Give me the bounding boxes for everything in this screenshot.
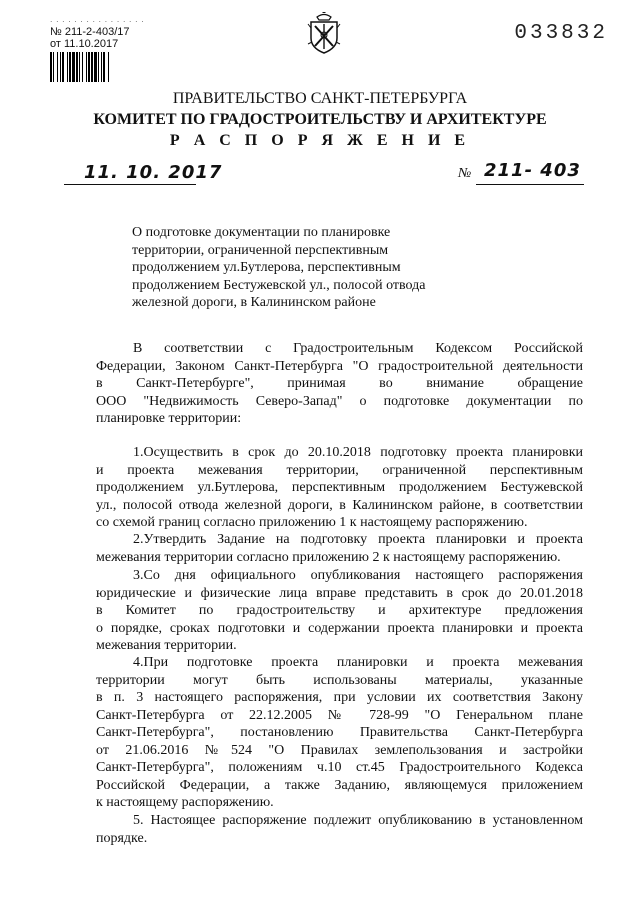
registration-number: № 211-2-403/17 — [50, 26, 130, 38]
committee-title: КОМИТЕТ ПО ГРАДОСТРОИТЕЛЬСТВУ И АРХИТЕКТУРЕ — [93, 111, 547, 128]
document-type: Р А С П О Р Я Ж Е Н И Е — [169, 132, 471, 149]
item-5-paragraph — [96, 812, 583, 847]
text-line: межевания территории. — [96, 638, 237, 653]
subject-line: продолжением ул.Бутлерова, перспективным — [132, 260, 401, 276]
text-line: в Комитет по градостроительству и архитектуре предложения — [96, 603, 583, 618]
item-2-paragraph — [96, 531, 583, 566]
registration-date: от 11.10.2017 — [50, 38, 119, 50]
text-line: В соответствии с Градостроительным Кодексом Российской — [133, 341, 583, 356]
text-line: 1.Осуществить в срок до 20.10.2018 подготовку проекта планировки — [133, 445, 583, 460]
number-sign: № — [458, 166, 472, 181]
text-line: в п. 3 настоящего распоряжения, при условии их соответствия Закону — [96, 690, 583, 705]
barcode — [50, 52, 146, 82]
text-line: юридические и физические лица вправе представить в срок до 20.01.2018 — [96, 585, 583, 601]
text-line: планировке территории: — [96, 411, 242, 426]
text-line: о порядке, сроках подготовки и содержании проекта планировки и проекта — [96, 620, 583, 636]
item-1-paragraph — [96, 444, 583, 532]
text-line: со схемой границ согласно приложению 1 к настоящему распоряжению. — [96, 515, 528, 530]
text-line: ул., полосой отвода железной дороги, в Калининском районе, в соответствии — [96, 497, 583, 513]
text-line: 2.Утвердить Задание на подготовку проекта планировки и проекта — [133, 532, 583, 547]
subject-line: О подготовке документации по планировке — [132, 225, 391, 240]
date-underline — [64, 184, 196, 185]
text-line: территории могут быть использованы материалы, указанные — [96, 672, 583, 688]
text-line: ООО "Недвижимость Северо-Запад" о подготовке документации по — [96, 393, 583, 409]
stamp-dots: · · · · · · · · · · · · · · · · — [50, 18, 145, 26]
government-title: ПРАВИТЕЛЬСТВО САНКТ-ПЕТЕРБУРГА — [172, 90, 468, 107]
subject-line: продолжением Бестужевской ул., полосой отвода — [132, 277, 426, 293]
order-number: 211- 403 — [484, 160, 581, 181]
text-line: Федерации, Законом Санкт-Петербурга "О градостроительной деятельности — [96, 358, 583, 374]
item-3-paragraph — [96, 567, 583, 655]
text-line: и проекта межевания территории, ограниченной перспективным — [96, 462, 583, 478]
text-line: 5. Настоящее распоряжение подлежит опубликованию в установленном — [133, 813, 583, 828]
text-line: продолжением ул.Бутлерова, перспективным продолжением Бестужевской — [96, 480, 583, 495]
text-line: Санкт-Петербурга", постановлению Правительства Санкт-Петербурга — [96, 725, 583, 740]
text-line: к настоящему распоряжению. — [96, 795, 274, 810]
registration-stamp — [50, 18, 150, 82]
text-line: Санкт-Петербурга от 22.12.2005 № 728-99 "О Генеральном плане — [96, 707, 583, 723]
text-line: Российской Федерации, а также Заданию, являющемуся приложением — [96, 777, 583, 793]
text-line: в Санкт-Петербурге", принимая во внимание обращение — [96, 376, 583, 391]
text-line: Санкт-Петербурга", положениям ч.10 ст.45 Градостроительного Кодекса — [96, 760, 583, 775]
barcode-bar — [109, 52, 111, 82]
item-4-paragraph — [96, 654, 583, 812]
text-line: порядке. — [96, 830, 148, 846]
text-line: от 21.06.2016 №524 "О Правилах землепользования и застройки — [96, 742, 583, 758]
serial-number: 033832 — [514, 22, 608, 45]
subject-line: железной дороги, в Калининском районе — [132, 295, 376, 311]
number-underline — [476, 184, 584, 185]
coat-of-arms-icon — [306, 12, 342, 56]
order-date: 11. 10. 2017 — [84, 162, 223, 183]
subject-block — [132, 224, 426, 312]
text-line: межевания территории согласно приложению 2 к настоящему распоряжению. — [96, 549, 561, 565]
subject-line: территории, ограниченной перспективным — [132, 242, 389, 258]
text-line: 4.При подготовке проекта планировки и проекта межевания — [133, 655, 583, 670]
text-line: 3.Со дня официального опубликования настоящего распоряжения — [133, 568, 583, 583]
preamble-paragraph — [96, 340, 583, 428]
